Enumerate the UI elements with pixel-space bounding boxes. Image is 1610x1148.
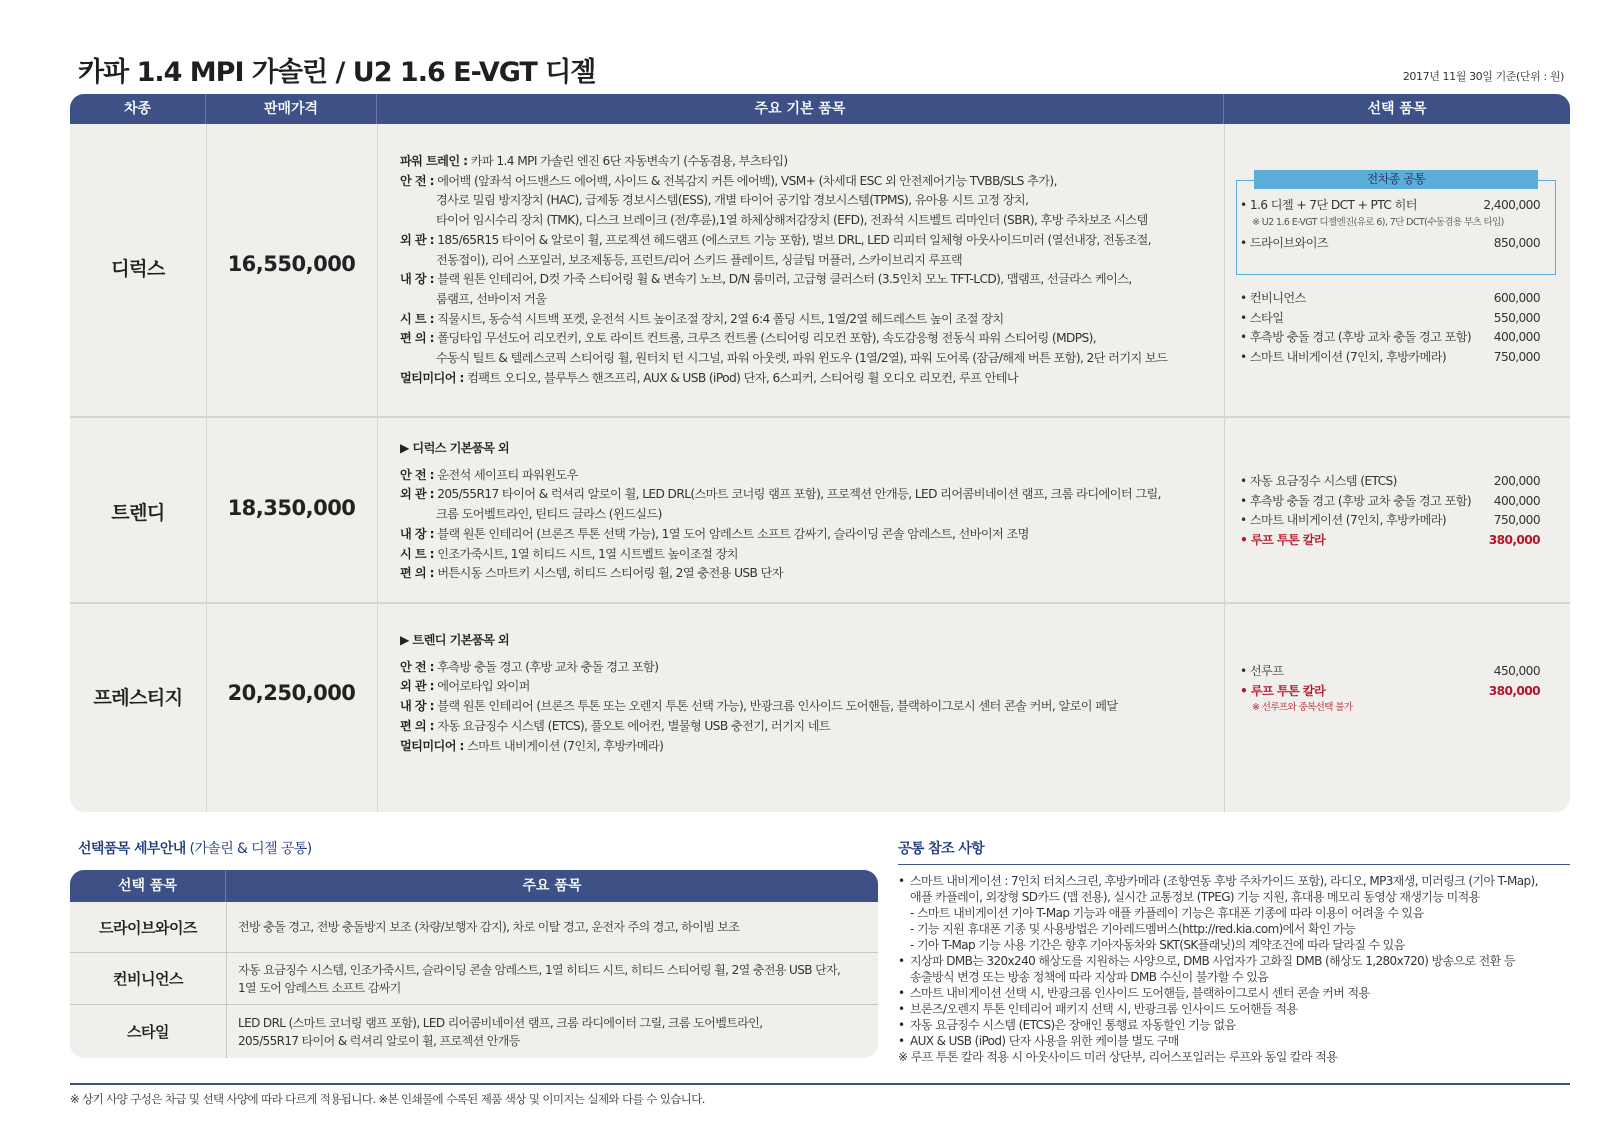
- reference-line: - 기능 지원 휴대폰 기종 및 사용방법은 기아레드멤버스(http://red.kia.com)에서 확인 가능: [910, 922, 1356, 936]
- option-name: • 루프 투톤 칼라: [1240, 533, 1326, 548]
- feature-line: [400, 251, 1220, 271]
- option-price: 400,000: [1493, 493, 1540, 508]
- feature-value: 타이어 임시수리 장치 (TMK), 디스크 브레이크 (전/후륜),1열 하체상해저감장치 (EFD), 전좌석 시트벨트 리마인더 (SBR), 후방 주차보조 시스템: [436, 213, 1148, 228]
- table-row: [70, 1005, 878, 1058]
- reference-rule: [898, 864, 1570, 865]
- feature-line: [400, 525, 1220, 545]
- reference-line: • 지상파 DMB는 320x240 해상도를 지원하는 사양으로, DMB 사업자가 고화질 DMB (해상도 1,280x720) 방송으로 전환 등: [898, 953, 1570, 969]
- feature-key: 편 의 :: [400, 566, 434, 581]
- trim-price: 16,550,000: [227, 252, 356, 276]
- table-row: [70, 902, 878, 952]
- feature-key: 안 전 :: [400, 467, 434, 482]
- feature-key: 외 관 :: [400, 487, 434, 502]
- feature-line: [400, 231, 1220, 251]
- option-list: [1240, 472, 1540, 551]
- option-name: • 스마트 내비게이션 (7인치, 후방카메라): [1240, 513, 1447, 528]
- feature-line: [400, 677, 1220, 697]
- option-name: • 자동 요금징수 시스템 (ETCS): [1240, 474, 1397, 488]
- option-price: 380,000: [1488, 533, 1540, 548]
- reference-line: - 스마트 내비게이션 기아 T-Map 기능과 애플 카플레이 기능은 휴대폰 기종에 따라 이용이 어려울 수 있음: [910, 906, 1424, 920]
- header-features: 주요 기본 품목: [377, 94, 1224, 124]
- feature-key: 편 의 :: [400, 331, 434, 346]
- option-item: [1240, 309, 1540, 329]
- option-item: [1240, 682, 1540, 702]
- option-price: 400,000: [1493, 330, 1540, 345]
- feature-value: 자동 요금징수 시스템 (ETCS), 풀오토 에어컨, 별물형 USB 충전기, 러기지 네트: [437, 718, 831, 733]
- option-name: • 후측방 충돌 경고 (후방 교차 충돌 경고 포함): [1240, 493, 1472, 508]
- feature-key: 멀티미디어 :: [400, 370, 464, 385]
- feature-list: [400, 152, 1220, 388]
- header-trim: 차종: [70, 94, 206, 124]
- option-name: • 컨비니언스: [1240, 291, 1306, 305]
- feature-value: 폴딩타입 무선도어 리모컨키, 오토 라이트 컨트롤, 크루즈 컨트롤 (스티어링 리모컨 포함), 속도감응형 전동식 파워 스티어링 (MDPS),: [437, 331, 1097, 346]
- col-divider: [206, 124, 207, 812]
- option-note: ※ 선루프와 중복선택 불가: [1252, 702, 1353, 714]
- option-price: 750,000: [1493, 350, 1540, 365]
- option-name: • 선루프: [1240, 664, 1284, 678]
- option-guide-name: 스타일: [127, 1023, 169, 1041]
- reference-title: 공통 참조 사항: [898, 841, 985, 857]
- option-guide-line: 전방 충돌 경고, 전방 충돌방지 보조 (차량/보행자 감지), 차로 이탈 경고, 운전자 주의 경고, 하이빔 보조: [238, 920, 740, 934]
- option-guide-header: [70, 870, 878, 902]
- bottom-rule: [70, 1083, 1570, 1085]
- feature-list: [400, 631, 1220, 756]
- reference-line: • 스마트 내비게이션 : 7인치 터치스크린, 후방카메라 (조향연동 후방 주차가이드 포함), 라디오, MP3재생, 미러링크 (기아 T-Map),: [898, 873, 1570, 889]
- feature-subtitle: ▶ 디럭스 기본품목 외: [400, 441, 510, 455]
- feature-value: 크롬 도어벨트라인, 틴티드 글라스 (윈드실드): [436, 507, 662, 522]
- option-item: [1240, 662, 1540, 682]
- feature-value: 인조가죽시트, 1열 히티드 시트, 1열 시트벨트 높이조절 장치: [437, 546, 738, 561]
- option-item: [1240, 472, 1540, 492]
- option-price: 550,000: [1493, 310, 1540, 325]
- option-guide-line: LED DRL (스마트 코너링 램프 포함), LED 리어콤비네이션 램프, 크롬 라디에이터 그릴, 크롬 도어벨트라인,: [238, 1015, 763, 1030]
- feature-list: [400, 439, 1220, 584]
- feature-value: 컴팩트 오디오, 블루투스 핸즈프리, AUX & USB (iPod) 단자, 6스피커, 스티어링 휠 오디오 리모컨, 루프 안테나: [467, 370, 1019, 385]
- feature-value: 후측방 충돌 경고 (후방 교차 충돌 경고 포함): [437, 659, 659, 674]
- feature-line: [400, 737, 1220, 757]
- feature-value: 블랙 원톤 인테리어 (브론즈 투톤 선택 가능), 1열 도어 암레스트 소프트 감싸기, 슬라이딩 콘솔 암레스트, 선바이저 조명: [437, 526, 1029, 541]
- price-table: [70, 94, 1570, 812]
- common-options-tag: 전차종 공통: [1254, 170, 1538, 189]
- feature-line: [400, 152, 1220, 172]
- feature-key: 내 장 :: [400, 699, 434, 714]
- feature-value: 직물시트, 동승석 시트백 포켓, 운전석 시트 높이조절 장치, 2열 6:4 폴딩 시트, 1열/2열 헤드레스트 높이 조절 장치: [437, 311, 1004, 326]
- feature-line: [400, 545, 1220, 565]
- option-guide-desc: [226, 1014, 878, 1050]
- feature-key: 시 트 :: [400, 311, 434, 326]
- feature-line: [400, 290, 1220, 310]
- feature-value: 운전석 세이프티 파워윈도우: [437, 467, 578, 482]
- feature-subtitle: ▶ 트렌디 기본품목 외: [400, 633, 510, 647]
- option-guide-desc: [226, 918, 878, 936]
- feature-key: 시 트 :: [400, 546, 434, 561]
- option-guide-line: 자동 요금징수 시스템, 인조가죽시트, 슬라이딩 콘솔 암레스트, 1열 히티드 시트, 히티드 스티어링 휠, 2열 충전용 USB 단자,: [238, 962, 841, 977]
- reference-list: [898, 873, 1570, 1065]
- row-divider: [70, 416, 1570, 418]
- feature-value: 스마트 내비게이션 (7인치, 후방카메라): [467, 738, 664, 753]
- option-guide-title-bold: 선택품목 세부안내: [78, 841, 186, 857]
- option-guide-table: [70, 870, 878, 1058]
- feature-value: 카파 1.4 MPI 가솔린 엔진 6단 자동변속기 (수동겸용, 부츠타입): [470, 154, 788, 168]
- option-name: • 후측방 충돌 경고 (후방 교차 충돌 경고 포함): [1240, 330, 1472, 345]
- feature-value: 185/65R15 타이어 & 알로이 휠, 프로젝션 헤드램프 (에스코트 기능 포함), 벌브 DRL, LED 리피터 일체형 아웃사이드미러 (열선내장, 전동조절,: [437, 232, 1151, 247]
- feature-value: 205/55R17 타이어 & 럭셔리 알로이 휠, LED DRL(스마트 코너링 램프 포함), 프로젝션 안개등, LED 리어콤비네이션 램프, 크롬 라디에이터 그릴,: [437, 487, 1161, 502]
- option-item: [1240, 348, 1540, 368]
- option-name: • 스마트 내비게이션 (7인치, 후방카메라): [1240, 350, 1447, 365]
- header-option-name: 선택 품목: [70, 870, 226, 902]
- feature-line: [400, 564, 1220, 584]
- option-guide-desc: [226, 961, 878, 997]
- page-title: 카파 1.4 MPI 가솔린 / U2 1.6 E-VGT 디젤: [78, 57, 596, 88]
- reference-line: • 스마트 내비게이션 선택 시, 반광크롬 인사이드 도어핸들, 블랙하이그로시 센터 콘솔 커버 적용: [898, 985, 1570, 1001]
- feature-key: 편 의 :: [400, 718, 434, 733]
- feature-value: 블랙 원톤 인테리어, D컷 가죽 스티어링 휠 & 변속기 노브, D/N 룸미러, 고급형 클러스터 (3.5인치 모노 TFT-LCD), 맵램프, 선글라스 케이스,: [437, 272, 1132, 287]
- option-item: [1240, 196, 1540, 216]
- header-options: 선택 품목: [1367, 101, 1427, 117]
- reference-line: ※ 루프 투톤 칼라 적용 시 아웃사이드 미러 상단부, 리어스포일러는 루프와 동일 칼라 적용: [898, 1050, 1338, 1064]
- col-divider: [1224, 124, 1225, 812]
- feature-value: 룸램프, 선바이저 거울: [436, 291, 547, 306]
- option-price: 380,000: [1488, 683, 1540, 698]
- option-item: [1240, 289, 1540, 309]
- feature-key: 안 전 :: [400, 173, 434, 188]
- option-item: [1240, 511, 1540, 531]
- reference-line: • 자동 요금징수 시스템 (ETCS)은 장애인 통행료 자동할인 기능 없음: [898, 1017, 1570, 1033]
- feature-line: [400, 349, 1220, 369]
- feature-key: 파워 트레인 :: [400, 154, 468, 168]
- feature-line: [400, 485, 1220, 505]
- feature-key: 외 관 :: [400, 232, 434, 247]
- option-price: 750,000: [1493, 513, 1540, 528]
- option-guide-title-rest: (가솔린 & 디젤 공통): [185, 841, 312, 857]
- feature-key: 안 전 :: [400, 659, 434, 674]
- feature-line: [400, 191, 1220, 211]
- feature-key: 멀티미디어 :: [400, 738, 464, 753]
- feature-line: [400, 211, 1220, 231]
- feature-value: 에어로타입 와이퍼: [437, 679, 530, 694]
- option-guide-name: 드라이브와이즈: [99, 918, 197, 937]
- option-item: [1240, 328, 1540, 348]
- option-price: 850,000: [1493, 235, 1540, 250]
- option-item: [1240, 531, 1540, 551]
- option-list: [1240, 662, 1540, 719]
- feature-line: [400, 717, 1220, 737]
- feature-line: [400, 329, 1220, 349]
- reference-line: 송출방식 변경 또는 방송 정책에 따라 지상파 DMB 수신이 불가할 수 있음: [910, 970, 1269, 984]
- feature-line: [400, 466, 1220, 486]
- price-table-header: [70, 94, 1570, 124]
- feature-line: [400, 310, 1220, 330]
- header-price: 판매가격: [206, 94, 377, 124]
- feature-value: 수동식 틸트 & 텔레스코픽 스티어링 휠, 원터치 턴 시그널, 파워 아웃렛, 파워 윈도우 (1열/2열), 파워 도어록 (잠금/해제 버튼 포함), 2단 러기지 보드: [436, 351, 1168, 366]
- option-name: • 스타일: [1240, 310, 1284, 325]
- feature-line: [400, 697, 1220, 717]
- feature-value: 전동접이), 리어 스포일러, 보조제동등, 프런트/리어 스키드 플레이트, 싱글팁 머플러, 스카이브리지 루프랙: [436, 252, 963, 267]
- feature-value: 에어백 (앞좌석 어드밴스드 에어백, 사이드 & 전복감지 커튼 에어백), VSM+ (차세대 ESC 외 안전제어기능 TVBB/SLS 추가),: [437, 173, 1057, 188]
- trim-price: 20,250,000: [227, 681, 356, 705]
- option-guide-line: 205/55R17 타이어 & 럭셔리 알로이 휠, 프로젝션 안개등: [238, 1033, 520, 1048]
- option-price: 2,400,000: [1483, 198, 1540, 212]
- option-price: 450,000: [1493, 664, 1540, 678]
- trim-name: 디럭스: [111, 258, 165, 280]
- feature-key: 외 관 :: [400, 679, 434, 694]
- footnote: ※ 상기 사양 구성은 차급 및 선택 사양에 따라 다르게 적용됩니다. ※본 인쇄물에 수록된 제품 색상 및 이미지는 실제와 다를 수 있습니다.: [70, 1092, 705, 1106]
- feature-line: [400, 270, 1220, 290]
- option-guide-title: [78, 838, 312, 858]
- reference-line: - 기아 T-Map 기능 사용 기간은 향후 기아자동차와 SKT(SK플래닛)의 계약조건에 따라 달라질 수 있음: [910, 938, 1405, 952]
- feature-key: 내 장 :: [400, 272, 434, 287]
- header-option-items: 주요 품목: [522, 878, 582, 894]
- reference-line: • AUX & USB (iPod) 단자 사용을 위한 케이블 별도 구매: [898, 1033, 1570, 1049]
- option-list: [1240, 289, 1540, 368]
- option-name: • 1.6 디젤 + 7단 DCT + PTC 히터: [1240, 198, 1417, 212]
- option-note: ※ U2 1.6 E-VGT 디젤엔진(유로 6), 7단 DCT(수동겸용 부츠 타입): [1252, 216, 1504, 228]
- feature-line: [400, 658, 1220, 678]
- option-price: 600,000: [1493, 291, 1540, 305]
- feature-value: 버튼시동 스마트키 시스템, 히티드 스티어링 휠, 2열 충전용 USB 단자: [437, 566, 783, 581]
- option-price: 200,000: [1493, 474, 1540, 488]
- option-item: [1240, 234, 1540, 254]
- trim-price: 18,350,000: [227, 496, 356, 520]
- option-item: [1240, 492, 1540, 512]
- table-row: [70, 953, 878, 1004]
- col-divider: [377, 124, 378, 812]
- feature-value: 경사로 밀림 방지장치 (HAC), 급제동 경보시스템(ESS), 개별 타이어 공기압 경보시스템(TPMS), 유아용 시트 고정 장치,: [436, 193, 1029, 208]
- feature-line: [400, 505, 1220, 525]
- feature-line: [400, 172, 1220, 192]
- option-guide-line: 1열 도어 암레스트 소프트 감싸기: [238, 980, 401, 995]
- reference-line: 애플 카플레이, 외장형 SD카드 (맵 전용), 실시간 교통정보 (TPEG) 기능 지원, 휴대용 메모리 동영상 재생기능 미적용: [910, 890, 1480, 904]
- row-divider: [70, 602, 1570, 604]
- trim-name: 프레스티지: [93, 687, 183, 709]
- date-note: 2017년 11월 30일 기준(단위 : 원): [1402, 70, 1564, 83]
- common-options-list: [1240, 196, 1540, 253]
- option-name: • 루프 투톤 칼라: [1240, 683, 1326, 698]
- reference-line: • 브론즈/오렌지 투톤 인테리어 패키지 선택 시, 반광크롬 인사이드 도어핸들 적용: [898, 1001, 1570, 1017]
- feature-value: 블랙 원톤 인테리어 (브론즈 투톤 또는 오렌지 투톤 선택 가능), 반광크롬 인사이드 도어핸들, 블랙하이그로시 센터 콘솔 커버, 알로이 페달: [437, 699, 1118, 714]
- feature-line: [400, 369, 1220, 389]
- trim-name: 트렌디: [111, 502, 165, 524]
- option-name: • 드라이브와이즈: [1240, 235, 1329, 250]
- option-guide-name: 컨비니언스: [113, 970, 183, 988]
- feature-key: 내 장 :: [400, 526, 434, 541]
